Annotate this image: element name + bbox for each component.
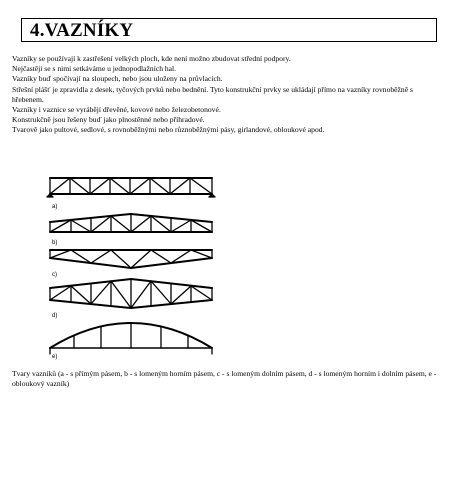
truss-d: [50, 279, 212, 308]
heading-box: [21, 18, 437, 42]
paragraph: Nejčastěji se s nimi setkáváme u jednopodlažních hal.: [12, 64, 177, 74]
paragraph: Vazníky se používají k zastřešení velkých ploch, kde není možno zbudovat střední podpory.: [12, 54, 291, 63]
truss-a: [47, 178, 215, 197]
label-e: e): [52, 354, 58, 360]
truss-shapes-figure: [44, 172, 224, 364]
paragraph: Konstrukčně jsou řešeny buď jako plnostěnné nebo příhradové.: [12, 115, 205, 125]
body-text: [12, 54, 444, 136]
paragraph: Vazníky buď spočívají na sloupech, nebo jsou uloženy na průvlacích.: [12, 74, 223, 84]
truss-c: [50, 250, 212, 268]
figure-caption: Tvary vazníků (a - s přímým pásem, b - s lomeným horním pásem, c - s lomeným dolním pásem, d - s lomeným horním i dolním pásem, e - obloukový vazník): [12, 369, 437, 389]
truss-b: [50, 214, 212, 232]
label-b: b): [52, 240, 58, 246]
paragraph: Vazníky i vaznice se vyrábějí dřevěné, kovové nebo železobetonové.: [12, 105, 221, 115]
paragraph: Tvarově jako pultové, sedlové, s rovnoběžnými nebo různoběžnými pásy, girlandové, obloukové apod.: [12, 125, 325, 135]
label-d: d): [52, 313, 58, 319]
truss-e: [50, 323, 212, 354]
paragraph: Střešní plášť je zpravidla z desek, tyčových prvků nebo bednění. Tyto konstrukční prvky se ukládají přímo na vazníky rovnoběžně s hřebenem.: [12, 84, 413, 104]
label-a: a): [52, 204, 58, 210]
label-c: c): [52, 272, 57, 278]
page-title: 4.VAZNÍKY: [30, 20, 134, 41]
